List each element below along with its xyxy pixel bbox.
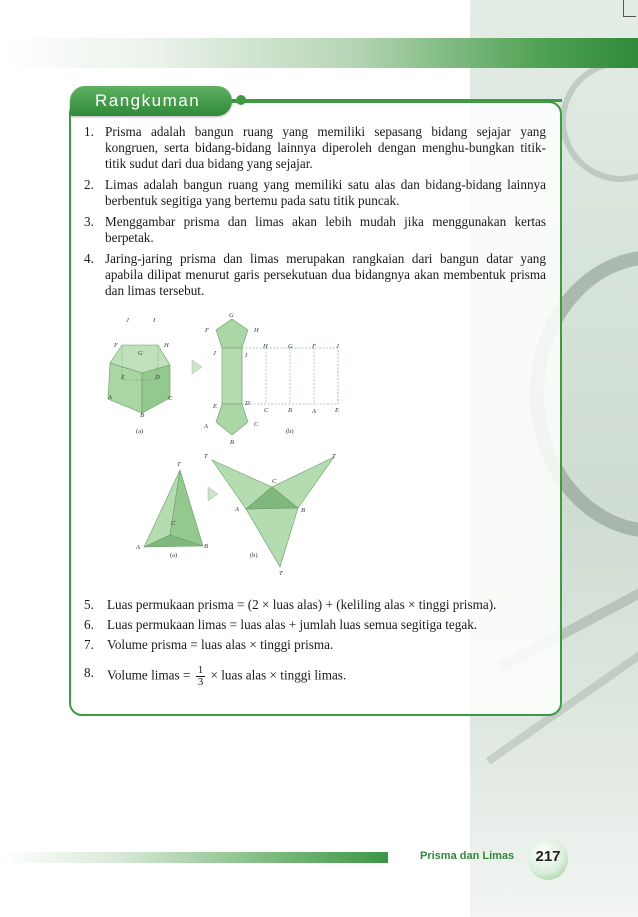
vertex-label: H: [263, 343, 268, 350]
vertex-label: C: [264, 407, 269, 414]
caption-pyramid-a: (a): [170, 552, 178, 559]
list-item: 1. Prisma adalah bangun ruang yang memiliki sepasang bidang sejajar yang kongruen, serta bidang-bidang lainnya diperoleh dengan menghu-bungkan titik-titik sudut dari dua bidang yang sejajar.: [84, 124, 546, 171]
list-item-text: Luas permukaan limas = luas alas + jumlah luas semua segitiga tegak.: [107, 617, 478, 632]
list-item: 7. Volume prisma = luas alas × tinggi prisma.: [84, 637, 334, 652]
list-item-text: Volume limas =: [107, 667, 191, 683]
list-item: 2. Limas adalah bangun ruang yang memiliki satu alas dan bidang-bidang lainnya berbentuk segitiga yang bertemu pada satu titik puncak.: [84, 177, 546, 208]
vertex-label: T: [279, 570, 283, 577]
summary-list: [84, 124, 546, 304]
vertex-label: G: [288, 343, 293, 350]
vertex-label: A: [136, 544, 140, 551]
vertex-label: D: [245, 400, 250, 407]
vertex-label: T: [332, 453, 336, 460]
vertex-label: A: [312, 408, 316, 415]
vertex-label: C: [171, 520, 176, 527]
crop-mark: [623, 0, 636, 17]
vertex-label: B: [204, 543, 208, 550]
vertex-label: T: [204, 453, 208, 460]
decor-ring: [560, 60, 638, 182]
vertex-label: B: [301, 507, 305, 514]
list-item-text: Volume prisma = luas alas × tinggi prisma.: [107, 637, 334, 652]
list-item: 6. Luas permukaan limas = luas alas + jumlah luas semua segitiga tegak.: [84, 617, 478, 632]
prism-net-figure: [203, 312, 340, 446]
vertex-label: C: [168, 395, 173, 402]
list-item: 4. Jaring-jaring prisma dan limas merupakan rangkaian dari bangun datar yang apabila dilipat menurut garis persekutuan dua bidangnya akan membentuk prisma dan limas tersebut.: [84, 251, 546, 298]
list-item-text: Prisma adalah bangun ruang yang memiliki sepasang bidang sejajar yang kongruen, serta bidang-bidang lainnya diperoleh dengan menghu-bungkan titik-titik sudut dari dua bidang yang sejajar.: [105, 124, 546, 171]
vertex-label: G: [138, 350, 143, 357]
section-tab: [70, 86, 232, 116]
chapter-title: Prisma dan Limas: [420, 850, 515, 862]
list-item-text: Luas permukaan prisma = (2 × luas alas) + (keliling alas × tinggi prisma).: [107, 597, 497, 612]
page-number: 217: [528, 838, 568, 880]
vertex-label: E: [335, 407, 339, 414]
caption-prism-b: (b): [286, 428, 294, 435]
list-item-text: Menggambar prisma dan limas akan lebih mudah jika menggunakan kertas berpetak.: [105, 214, 546, 245]
list-item-text: Limas adalah bangun ruang yang memiliki satu alas dan bidang-bidang lainnya berbentuk segitiga yang bertemu pada satu titik puncak.: [105, 177, 546, 208]
caption-prism-a: (a): [136, 428, 144, 435]
vertex-label: E: [121, 374, 125, 381]
vertex-label: G: [229, 312, 234, 319]
vertex-label: I: [245, 352, 248, 359]
section-title: Rangkuman: [95, 91, 201, 110]
vertex-label: J: [213, 350, 216, 357]
footer-gradient-band: [0, 852, 388, 863]
header-gradient-band: [0, 38, 638, 68]
vertex-label: A: [235, 506, 239, 513]
vertex-label: C: [254, 421, 259, 428]
pyramid-net-figure: [204, 453, 336, 577]
fraction: $\frac{1}{3}$: [197, 664, 204, 688]
vertex-label: B: [288, 407, 292, 414]
vertex-label: C: [272, 478, 277, 485]
list-item-text: × luas alas × tinggi limas.: [210, 667, 347, 683]
vertex-label: I: [153, 317, 156, 324]
figures: [100, 305, 360, 585]
list-item: 8. Volume limas = $\frac{1}{3}$ × luas alas × tinggi limas.: [84, 664, 347, 688]
vertex-label: B: [230, 439, 234, 446]
formula-list: [84, 597, 554, 688]
list-item-text: Jaring-jaring prisma dan limas merupakan rangkaian dari bangun datar yang apabila dilipat menurut garis persekutuan dua bidangnya akan membentuk prisma dan limas tersebut.: [105, 251, 546, 298]
arrow-icon: [192, 360, 202, 374]
vertex-label: F: [205, 327, 209, 334]
arrow-icon: [208, 487, 218, 501]
vertex-label: A: [108, 394, 112, 401]
vertex-label: J: [126, 317, 129, 324]
list-item: 3. Menggambar prisma dan limas akan lebih mudah jika menggunakan kertas berpetak.: [84, 214, 546, 245]
box-top-line: [228, 99, 562, 102]
vertex-label: B: [140, 412, 144, 419]
vertex-label: H: [254, 327, 259, 334]
vertex-label: J: [336, 343, 339, 350]
vertex-label: F: [312, 343, 316, 350]
caption-pyramid-b: (b): [250, 552, 258, 559]
pyramid-3d-figure: [135, 461, 208, 559]
list-item: 5. Luas permukaan prisma = (2 × luas alas) + (keliling alas × tinggi prisma).: [84, 597, 497, 612]
prism-3d-figure: [107, 317, 173, 435]
vertex-label: A: [204, 423, 208, 430]
vertex-label: D: [155, 374, 160, 381]
vertex-label: F: [114, 342, 118, 349]
vertex-label: H: [164, 342, 169, 349]
vertex-label: E: [213, 403, 217, 410]
tab-dot: [236, 95, 246, 105]
vertex-label: T: [177, 461, 181, 468]
